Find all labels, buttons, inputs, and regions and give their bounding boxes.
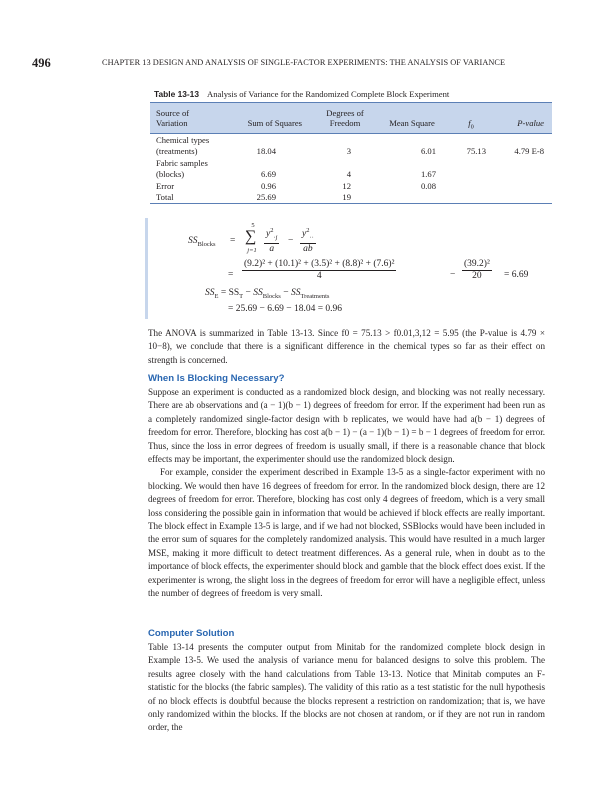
page-header xyxy=(32,56,577,70)
table-row: Fabric samples xyxy=(156,157,208,168)
anova-table xyxy=(150,102,552,204)
table-row: Error 0.96 12 0.08 xyxy=(156,180,436,191)
page-number: 496 xyxy=(32,56,51,70)
heading-blocking: When Is Blocking Necessary? xyxy=(148,373,285,384)
table-caption xyxy=(154,89,449,99)
table-row: Total 25.69 19 xyxy=(150,192,552,204)
table-header xyxy=(150,102,552,134)
equation-margin-bar xyxy=(145,218,148,319)
table-row: (treatments) 18.04 3 6.01 75.13 4.79 E-8 xyxy=(156,146,544,157)
paragraph-computer-solution: Table 13-14 presents the computer output from Minitab for the randomized complete block design in Example 13-5. We used the analysis of variance menu for balanced designs to solve this problem. The results agree closely with the hand calculations from Table 13-13. Notice that Minitab computes an F-statistic for the blocks (the fabric samples). The validity of this ratio as a test statistic for the null hypothesis of no block effects is doubtful because the blocks represent a restriction on randomization; that is, we have only randomized within the blocks. If the blocks are not chosen at random, or if they are not run in random order, the xyxy=(148,642,545,733)
table-row: Chemical types xyxy=(156,135,210,145)
col-pvalue: P-value xyxy=(517,118,544,128)
table-row: (blocks) 6.69 4 1.67 xyxy=(156,169,436,180)
equation-ss-error-numeric: = 25.69 − 6.69 − 18.04 = 0.96 xyxy=(228,304,343,314)
col-ms: Mean Square xyxy=(389,118,435,128)
col-source: Source of Variation xyxy=(156,108,190,128)
equation-ss-error: $SS_E = SS_T - SS_{Blocks} - SS_{Treatments}$ xyxy=(205,288,330,300)
table-caption-text: Analysis of Variance for the Randomized Complete Block Experiment xyxy=(207,89,450,99)
col-ss: Sum of Squares xyxy=(247,118,302,128)
chapter-title: CHAPTER 13 DESIGN AND ANALYSIS OF SINGLE-FACTOR EXPERIMENTS: THE ANALYSIS OF VARIANCE xyxy=(102,58,506,67)
table-label: Table 13-13 xyxy=(154,89,199,99)
heading-computer-solution: Computer Solution xyxy=(148,628,235,639)
paragraph-anova-summary: The ANOVA is summarized in Table 13-13. Since f0 = 75.13 > f0.01,3,12 = 5.95 (the P-value is 4.79 × 10−8), we conclude that there is a significant difference in the chemical types so far as their effect on strength is concerned. xyxy=(148,328,545,365)
paragraph-blocking: Suppose an experiment is conducted as a randomized block design, and blocking was not really necessary. There are ab observations and (a − 1)(b − 1) degrees of freedom for error. If the experiment had been run as a completely randomized single-factor design with b replicates, we would have had a(b − 1) degrees of freedom for error. Therefore, blocking has cost a(b − 1) − (a − 1)(b − 1) = b − 1 degrees of freedom for error. Thus, since the loss in error degrees of freedom is usually small, if there is a reasonable chance that block effects may be important, the experimenter should use the randomized block design. For example, consider the experiment described in Example 13-5 as a single-factor experiment with no blocking. We would then have 16 degrees of freedom for error. In the randomized block design, there are 12 degrees of freedom for error. Therefore, blocking has cost only 4 degrees of freedom, which is a very small loss considering the possible gain in information that would be achieved if block effects are really important. The block effect in Example 13-5 is large, and if we had not blocked, SSBlocks would have been included in the error sum of squares for the completely randomized analysis. This would have resulted in a much larger MSE, making it more difficult to detect treatment differences. As a general rule, when in doubt as to the importance of block effects, the experimenter should block and gamble that the block effect does exist. If the experimenter is wrong, the slight loss in the degrees of freedom for error will have a negligible effect, unless the number of degrees of freedom is very small. xyxy=(148,387,545,599)
col-df: Degrees of Freedom xyxy=(326,108,364,128)
col-f0: $f_0$ xyxy=(468,118,474,131)
